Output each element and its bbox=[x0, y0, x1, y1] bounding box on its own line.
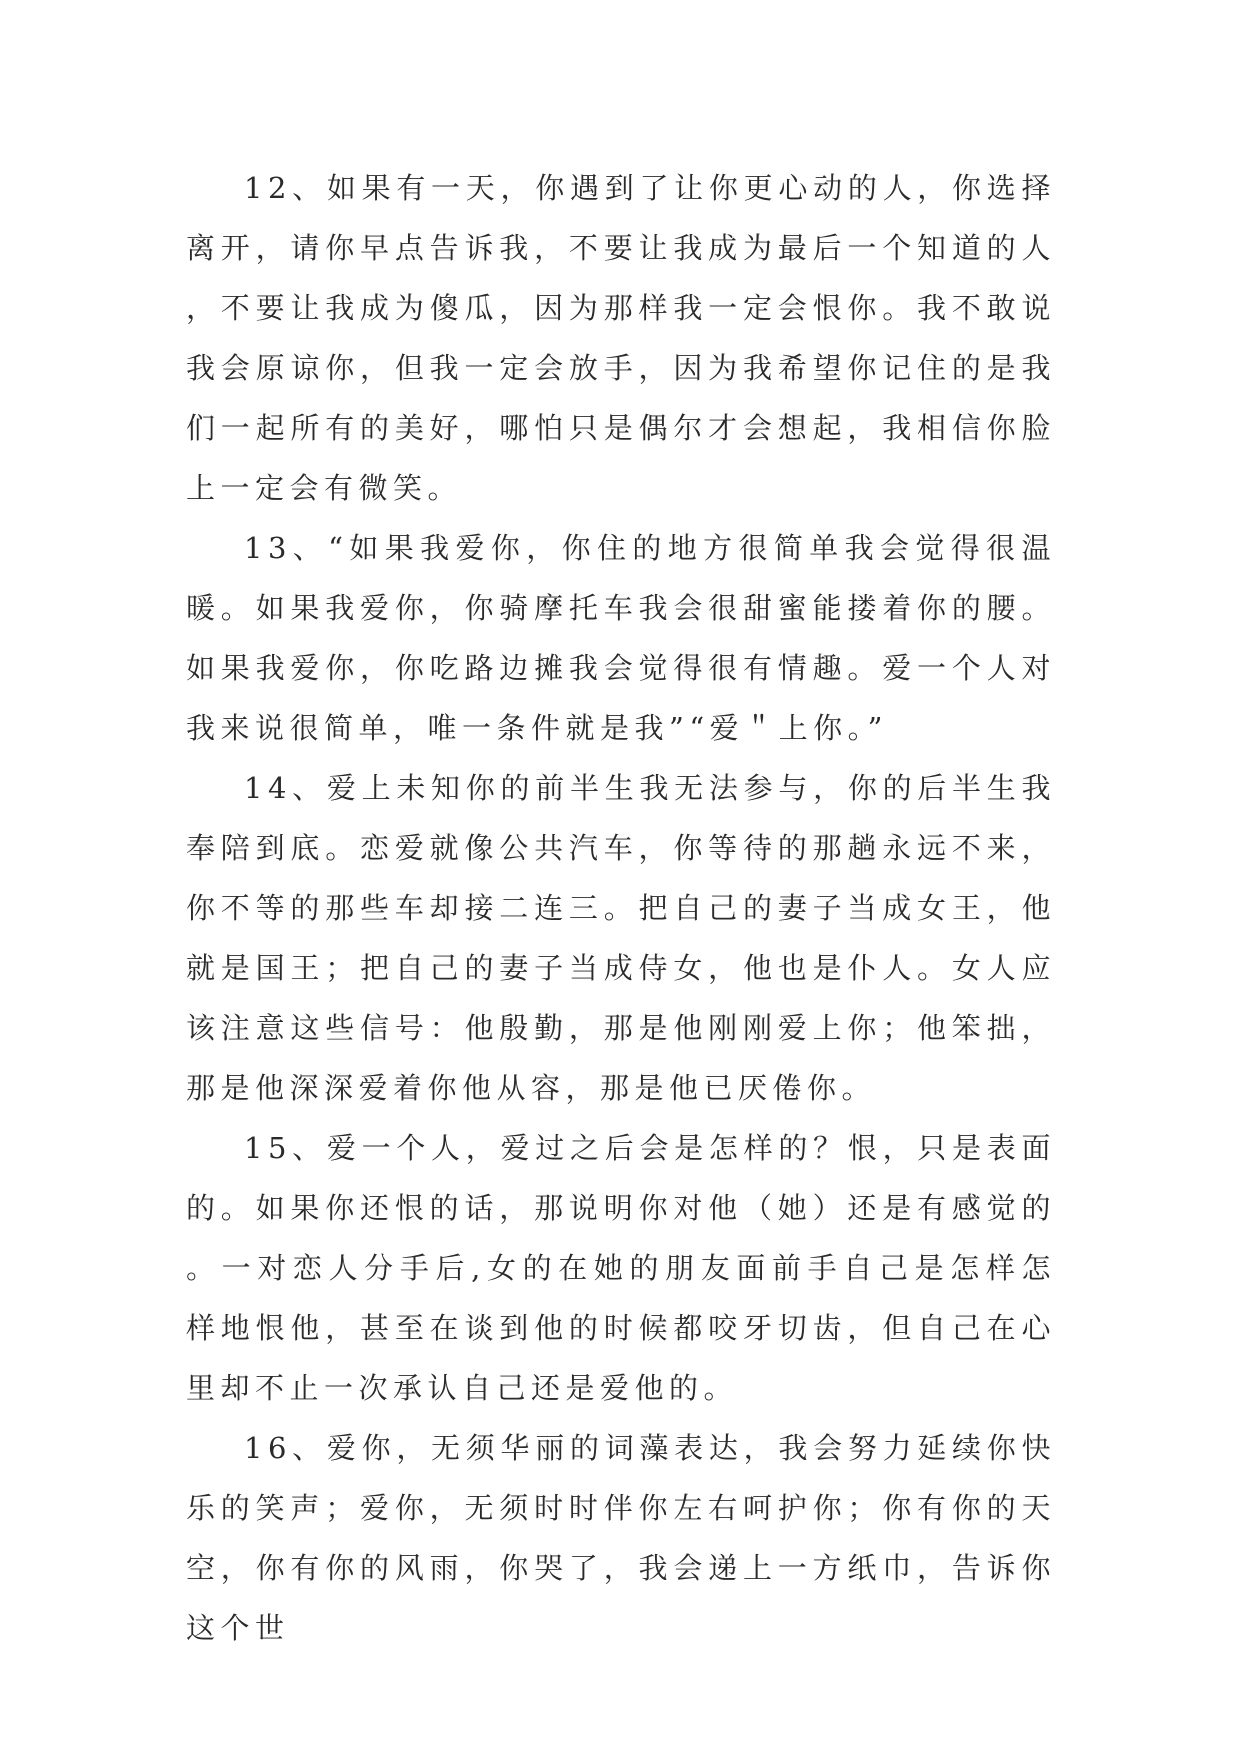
paragraph-15: 15、爱一个人，爱过之后会是怎样的？恨，只是表面的。如果你还恨的话，那说明你对他（她）还是有感觉的。一对恋人分手后,女的在她的朋友面前手自己是怎样怎样地恨他，甚至在谈到他的时候都咬牙切齿，但自己在心里却不止一次承认自己还是爱他的。 bbox=[186, 1131, 1056, 1405]
paragraph-16: 16、爱你，无须华丽的词藻表达，我会努力延续你快乐的笑声；爱你，无须时时伴你左右呵护你；你有你的天空，你有你的风雨，你哭了，我会递上一方纸巾，告诉你这个世 bbox=[186, 1431, 1056, 1645]
document-body bbox=[186, 158, 1056, 1658]
paragraph-14: 14、爱上未知你的前半生我无法参与，你的后半生我奉陪到底。恋爱就像公共汽车，你等待的那趟永远不来，你不等的那些车却接二连三。把自己的妻子当成女王，他就是国王；把自己的妻子当成侍女，他也是仆人。女人应该注意这些信号：他殷勤，那是他刚刚爱上你；他笨拙，那是他深深爱着你他从容，那是他已厌倦你。 bbox=[186, 771, 1056, 1105]
paragraph-12: 12、如果有一天，你遇到了让你更心动的人，你选择离开，请你早点告诉我，不要让我成为最后一个知道的人，不要让我成为傻瓜，因为那样我一定会恨你。我不敢说我会原谅你，但我一定会放手，因为我希望你记住的是我们一起所有的美好，哪怕只是偶尔才会想起，我相信你脸上一定会有微笑。 bbox=[186, 171, 1056, 505]
paragraph-13: 13、“如果我爱你，你住的地方很简单我会觉得很温暖。如果我爱你，你骑摩托车我会很甜蜜能搂着你的腰。如果我爱你，你吃路边摊我会觉得很有情趣。爱一个人对我来说很简单，唯一条件就是我”“爱＂上你。” bbox=[186, 531, 1056, 745]
